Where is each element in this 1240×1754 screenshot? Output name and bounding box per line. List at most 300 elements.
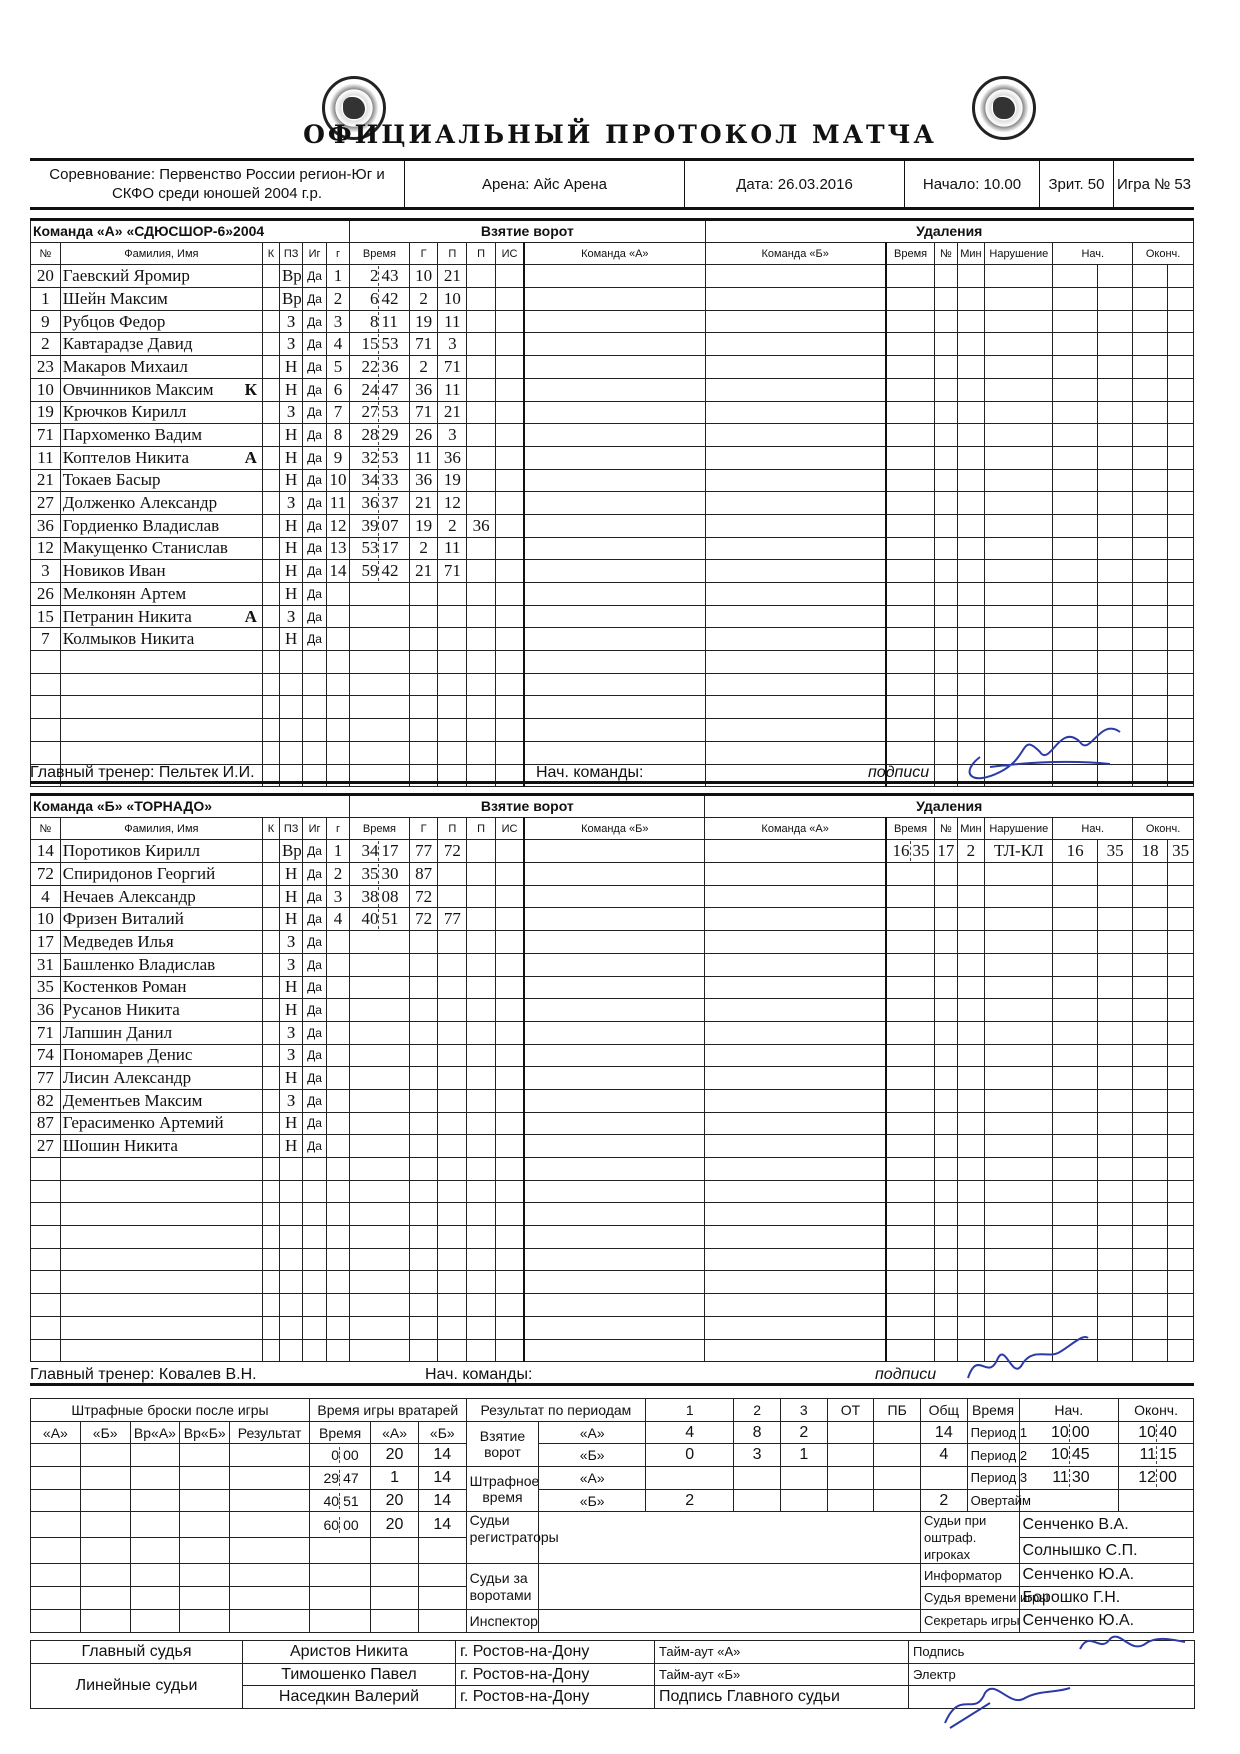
- goal-time: [350, 333, 410, 356]
- penalty-minutes: [957, 976, 985, 999]
- period-start-minute: 30: [1071, 1468, 1090, 1486]
- player-played: [303, 651, 326, 674]
- penalty-end-sec: [1168, 651, 1194, 674]
- player-number: 77: [31, 1067, 61, 1090]
- penalty-time: [886, 1248, 935, 1271]
- penalty-start-sec: [1098, 953, 1133, 976]
- penalty-minutes: [957, 1226, 985, 1249]
- period-value: [780, 1467, 827, 1490]
- penalty-start-min: [1053, 1135, 1098, 1158]
- penalty-violation: [985, 265, 1053, 288]
- penalty-end-min: [1133, 469, 1168, 492]
- penalty-time: [886, 401, 935, 424]
- player-name-text: Фризен Виталий: [62, 909, 184, 929]
- player-name: [60, 1203, 262, 1226]
- column-header: Мин: [957, 242, 985, 265]
- penalty-player: [935, 356, 957, 379]
- penalty-player: [935, 583, 957, 606]
- goal-second: 17: [381, 841, 399, 861]
- penalty-player: [935, 673, 957, 696]
- goal-assist-2: [467, 628, 496, 651]
- player-number: 7: [31, 628, 61, 651]
- captain-cell: [262, 537, 279, 560]
- goalie-team-own: [524, 1248, 705, 1271]
- penalty-end-sec: [1168, 378, 1194, 401]
- player-number: 31: [31, 953, 61, 976]
- penalty-end-sec: [1168, 1203, 1194, 1226]
- spectators: Зрит. 50: [1040, 161, 1114, 207]
- goalie-team-opp: [705, 1112, 886, 1135]
- table-row: [31, 628, 1194, 651]
- player-name-text: Токаев Басыр: [62, 470, 161, 490]
- penalty-end-sec: [1168, 265, 1194, 288]
- penalty-end-sec: [1168, 424, 1194, 447]
- player-name-text: Петранин Никита: [62, 606, 192, 626]
- penalty-violation: [985, 446, 1053, 469]
- goalie-team-opp: [705, 1067, 886, 1090]
- penalty-minutes: [957, 1135, 985, 1158]
- player-position: Н: [279, 378, 302, 401]
- informer-label: Информатор: [920, 1564, 1019, 1587]
- penalty-violation: [985, 673, 1053, 696]
- goal-assist-1: [438, 1203, 467, 1226]
- goal-assist-2: [467, 1158, 496, 1181]
- player-name: [60, 605, 262, 628]
- goalie-team-opp: [705, 741, 886, 764]
- penalty-start-sec: [1098, 560, 1133, 583]
- period-start: [1019, 1489, 1119, 1512]
- penalty-violation: [985, 999, 1053, 1022]
- penalty-minutes: [957, 514, 985, 537]
- player-number: [31, 651, 61, 674]
- captain-cell: [262, 514, 279, 537]
- player-position: [279, 1271, 302, 1294]
- player-name-text: Овчинников Максим: [62, 379, 214, 399]
- player-number: [31, 1180, 61, 1203]
- column-header: Фамилия, Имя: [60, 242, 262, 265]
- player-name: [60, 401, 262, 424]
- goalie-team-opp: [705, 583, 886, 606]
- timeout-b: Тайм-аут «Б»: [655, 1663, 909, 1686]
- penalty-minutes: [957, 401, 985, 424]
- penalty-start-sec: [1098, 696, 1133, 719]
- player-position: [279, 1294, 302, 1317]
- penalty-minutes: [957, 288, 985, 311]
- period-value: 4: [920, 1444, 967, 1467]
- goalie-team-opp: [705, 628, 886, 651]
- overtime: ОТ: [827, 1399, 874, 1422]
- penalty-violation: [985, 1021, 1053, 1044]
- period-3: 3: [780, 1399, 827, 1422]
- penalty-end-min: [1133, 1226, 1168, 1249]
- period-value: [874, 1421, 921, 1444]
- player-played: [303, 719, 326, 742]
- penalty-minutes: [957, 1067, 985, 1090]
- goalie-b: 14: [418, 1467, 466, 1490]
- goal-minute: 27: [353, 402, 379, 422]
- goal-assist-1: [438, 1089, 467, 1112]
- period-value: 2: [646, 1489, 734, 1512]
- captain-cell: [262, 605, 279, 628]
- penalty-start-sec: [1098, 1112, 1133, 1135]
- captain-cell: [262, 1248, 279, 1271]
- goal-scorer: [409, 1248, 438, 1271]
- table-row: [31, 1021, 1194, 1044]
- player-played: [303, 1158, 326, 1181]
- column-header: г: [326, 242, 349, 265]
- goal-time: [350, 537, 410, 560]
- player-number: 1: [31, 288, 61, 311]
- goal-scorer: [409, 1135, 438, 1158]
- player-number: 17: [31, 931, 61, 954]
- goalie-minute: 40: [312, 1493, 340, 1509]
- penalty-violation: [985, 401, 1053, 424]
- goal-scorer: [409, 1294, 438, 1317]
- period-end-minute: 15: [1159, 1446, 1177, 1464]
- player-name-text: Пономарев Денис: [62, 1045, 193, 1065]
- goal-time: [350, 628, 410, 651]
- period-value: 3: [734, 1444, 781, 1467]
- penalty-time: [886, 1203, 935, 1226]
- goalie-a: 1: [371, 1467, 419, 1490]
- captain-cell: [262, 931, 279, 954]
- goal-number: [326, 1180, 349, 1203]
- goal-assist-1: [438, 976, 467, 999]
- captain-cell: [262, 885, 279, 908]
- goalie-time: [310, 1467, 371, 1490]
- player-name: [60, 999, 262, 1022]
- goalie-team-opp: [705, 1226, 886, 1249]
- penalty-time: [886, 931, 935, 954]
- goalie-second: 00: [343, 1447, 359, 1464]
- penalty-end-sec: [1168, 741, 1194, 764]
- goal-time: [350, 651, 410, 674]
- penalty-violation: [985, 696, 1053, 719]
- period-end-hour: 10: [1133, 1424, 1157, 1442]
- captain-cell: [262, 265, 279, 288]
- penalty-time: [886, 1112, 935, 1135]
- table-row: [31, 1339, 1194, 1362]
- player-name: [60, 310, 262, 333]
- penalty-end-sec: [1168, 356, 1194, 379]
- player-name-text: Гаевский Яромир: [62, 266, 190, 286]
- penalty-end-min: [1133, 1180, 1168, 1203]
- period-value: [734, 1467, 781, 1490]
- player-name: [60, 424, 262, 447]
- goal-time: [350, 605, 410, 628]
- player-name: [60, 378, 262, 401]
- goalie-team-own: [524, 492, 705, 515]
- table-row: [31, 424, 1194, 447]
- penalty-start-min: [1053, 356, 1098, 379]
- penalty-player: [935, 1203, 957, 1226]
- player-played: Да: [303, 1135, 326, 1158]
- goalie-team-opp: [705, 840, 886, 863]
- player-name-text: Башленко Владислав: [62, 954, 216, 974]
- captain-mark: К: [244, 379, 257, 399]
- penalty-player: [935, 492, 957, 515]
- penalty-violation: [985, 537, 1053, 560]
- summary-table: [30, 1398, 1194, 1633]
- column-header: Время: [350, 242, 410, 265]
- period-value: [874, 1444, 921, 1467]
- player-number: 71: [31, 1021, 61, 1044]
- penalty-minute: 16: [889, 841, 911, 861]
- goalie-team-own: [524, 1021, 705, 1044]
- captain-cell: [262, 1203, 279, 1226]
- column-header: №: [935, 242, 957, 265]
- penalty-violation: [985, 288, 1053, 311]
- penalty-violation: [985, 885, 1053, 908]
- goalie-team-own: [524, 469, 705, 492]
- player-position: Н: [279, 1067, 302, 1090]
- penalty-minutes: [957, 1112, 985, 1135]
- penalty-start-sec: [1098, 1226, 1133, 1249]
- goalie-team-own: [524, 1112, 705, 1135]
- player-position: Н: [279, 469, 302, 492]
- penalty-minutes: [957, 1203, 985, 1226]
- penalty-end-min: [1133, 1339, 1168, 1362]
- penalty-time: [886, 1339, 935, 1362]
- player-number: 26: [31, 583, 61, 606]
- goalie-team-own: [524, 310, 705, 333]
- penalty-minutes: [957, 673, 985, 696]
- goal-assist-1: [438, 1248, 467, 1271]
- goal-number: [326, 999, 349, 1022]
- goal-assist-1: 77: [438, 908, 467, 931]
- goal-situation: [495, 1158, 524, 1181]
- column-header: №: [31, 242, 61, 265]
- captain-cell: [262, 560, 279, 583]
- goal-situation: [495, 628, 524, 651]
- table-row: [31, 310, 1194, 333]
- penalty-start-sec: [1098, 378, 1133, 401]
- goal-time: [350, 1180, 410, 1203]
- player-name: [60, 492, 262, 515]
- goal-number: [326, 1339, 349, 1362]
- goal-assist-2: [467, 356, 496, 379]
- match-date: Дата: 26.03.2016: [685, 161, 905, 207]
- player-name: [60, 560, 262, 583]
- player-position: З: [279, 953, 302, 976]
- penalty-violation: [985, 1044, 1053, 1067]
- player-number: 2: [31, 333, 61, 356]
- goal-assist-2: [467, 469, 496, 492]
- penalty-start-min: [1053, 1339, 1098, 1362]
- player-position: [279, 1180, 302, 1203]
- goal-situation: [495, 1180, 524, 1203]
- penalty-start-sec: [1098, 514, 1133, 537]
- penalty-time: [886, 628, 935, 651]
- goal-time: [350, 953, 410, 976]
- column-header: Команда «А»: [524, 242, 705, 265]
- captain-cell: [262, 696, 279, 719]
- chief-signature-label: Подпись Главного судьи: [655, 1686, 909, 1709]
- goal-scorer: [409, 1180, 438, 1203]
- penalty-start-sec: [1098, 265, 1133, 288]
- penalty-player: [935, 931, 957, 954]
- penalty-violation: [985, 1316, 1053, 1339]
- goal-time: [350, 1021, 410, 1044]
- goal-judges-label: Судьи за воротами: [466, 1564, 539, 1609]
- signature-label: Подпись: [909, 1641, 1195, 1664]
- penalty-end-sec: [1168, 446, 1194, 469]
- penalty-player: [935, 1044, 957, 1067]
- penalty-judge-2: Солнышко С.П.: [1019, 1538, 1193, 1564]
- goal-second: 42: [381, 561, 399, 581]
- chief-referee-label: Главный судья: [31, 1641, 243, 1664]
- goal-situation: [495, 1021, 524, 1044]
- player-number: 27: [31, 492, 61, 515]
- player-name-text: Колмыков Никита: [62, 629, 195, 649]
- penalty-start-min: [1053, 1203, 1098, 1226]
- player-name-text: Долженко Александр: [62, 493, 218, 513]
- goal-assist-2: [467, 741, 496, 764]
- team-b-chief: Нач. команды:: [425, 1366, 533, 1383]
- goal-assist-2: [467, 333, 496, 356]
- penalty-end-min: [1133, 446, 1168, 469]
- goal-number: 5: [326, 356, 349, 379]
- goal-time: [350, 424, 410, 447]
- goal-situation: [495, 356, 524, 379]
- penalty-start-sec: [1098, 310, 1133, 333]
- chief-referee-city: г. Ростов-на-Дону: [456, 1641, 655, 1664]
- goal-number: [326, 1067, 349, 1090]
- penalty-player: [935, 863, 957, 886]
- penalty-start-sec: [1098, 469, 1133, 492]
- penalty-player: 17: [935, 840, 957, 863]
- penalty-violation: [985, 1271, 1053, 1294]
- penalty-start-min: [1053, 583, 1098, 606]
- column-header: г: [326, 817, 349, 840]
- penalty-end-sec: [1168, 583, 1194, 606]
- penalty-end-min: 18: [1133, 840, 1168, 863]
- player-played: [303, 1248, 326, 1271]
- goal-assist-1: 71: [438, 560, 467, 583]
- linesman-1-city: г. Ростов-на-Дону: [456, 1663, 655, 1686]
- goal-assist-2: [467, 605, 496, 628]
- penalty-violation: [985, 1135, 1053, 1158]
- captain-cell: [262, 583, 279, 606]
- table-row: [31, 1316, 1194, 1339]
- captain-cell: [262, 840, 279, 863]
- player-played: [303, 696, 326, 719]
- penalty-minutes: [957, 1021, 985, 1044]
- goalie-second: 47: [343, 1469, 359, 1486]
- penalty-start-min: [1053, 401, 1098, 424]
- penalty-minutes: [957, 1271, 985, 1294]
- period-start: [1019, 1444, 1119, 1467]
- goal-time: [350, 1248, 410, 1271]
- goal-assist-2: [467, 696, 496, 719]
- period-value: [874, 1489, 921, 1512]
- player-number: 36: [31, 514, 61, 537]
- goal-assist-2: [467, 719, 496, 742]
- player-name: [60, 333, 262, 356]
- penalty-start-sec: [1098, 356, 1133, 379]
- penalty-time: [886, 976, 935, 999]
- penalty-player: [935, 628, 957, 651]
- goalie-team-own: [524, 1271, 705, 1294]
- player-played: [303, 673, 326, 696]
- player-name: [60, 1226, 262, 1249]
- goal-assist-1: 21: [438, 401, 467, 424]
- column-header: К: [262, 242, 279, 265]
- penalty-end-min: [1133, 310, 1168, 333]
- penalty-player: [935, 1135, 957, 1158]
- penalty-violation: [985, 356, 1053, 379]
- penalty-time: [886, 356, 935, 379]
- table-row: [31, 840, 1194, 863]
- penalty-start-sec: [1098, 1180, 1133, 1203]
- penalty-minutes: [957, 719, 985, 742]
- goal-assist-1: [438, 651, 467, 674]
- player-name-text: Шейн Максим: [62, 288, 168, 308]
- goal-time: [350, 719, 410, 742]
- goal-number: [326, 953, 349, 976]
- penalty-start-min: [1053, 696, 1098, 719]
- player-number: 3: [31, 560, 61, 583]
- linesman-1: Тимошенко Павел: [243, 1663, 456, 1686]
- shootout-result: Результат: [230, 1421, 310, 1444]
- goal-time: [350, 560, 410, 583]
- table-row: [31, 288, 1194, 311]
- penalty-start-min: [1053, 605, 1098, 628]
- goal-situation: [495, 1203, 524, 1226]
- penalty-minutes: [957, 863, 985, 886]
- period-end-hour: 11: [1133, 1446, 1157, 1464]
- penalty-start-sec: [1098, 537, 1133, 560]
- player-played: [303, 1316, 326, 1339]
- penalty-player: [935, 885, 957, 908]
- goal-situation: [495, 1226, 524, 1249]
- player-number: 27: [31, 1135, 61, 1158]
- penalty-judge-1: Сенченко В.А.: [1019, 1512, 1193, 1538]
- penalty-end-min: [1133, 885, 1168, 908]
- penalty-end-min: [1133, 1112, 1168, 1135]
- penalty-start-min: [1053, 953, 1098, 976]
- player-name: [60, 1271, 262, 1294]
- table-row: [31, 265, 1194, 288]
- goal-situation: [495, 1089, 524, 1112]
- goal-situation: [495, 976, 524, 999]
- player-name-text: Лисин Александр: [62, 1068, 192, 1088]
- table-row: [31, 1112, 1194, 1135]
- goal-second: 17: [381, 538, 399, 558]
- penalty-end-min: [1133, 651, 1168, 674]
- penalty-time: [886, 1180, 935, 1203]
- goal-number: 11: [326, 492, 349, 515]
- period-value: 4: [646, 1421, 734, 1444]
- goal-assist-1: 11: [438, 310, 467, 333]
- goal-assist-2: [467, 378, 496, 401]
- penalty-start-min: [1053, 265, 1098, 288]
- goalie-team-opp: [705, 1180, 886, 1203]
- captain-cell: [262, 1044, 279, 1067]
- captain-cell: [262, 908, 279, 931]
- goal-assist-1: [438, 1158, 467, 1181]
- goal-scorer: [409, 605, 438, 628]
- penalty-end-min: [1133, 265, 1168, 288]
- column-header: ИС: [495, 242, 524, 265]
- penalty-minutes: [957, 378, 985, 401]
- column-header: Нач.: [1053, 242, 1133, 265]
- goal-assist-1: [438, 1021, 467, 1044]
- player-name: [60, 1248, 262, 1271]
- penalty-start-min: [1053, 1044, 1098, 1067]
- column-header: Г: [409, 242, 438, 265]
- goal-number: [326, 1248, 349, 1271]
